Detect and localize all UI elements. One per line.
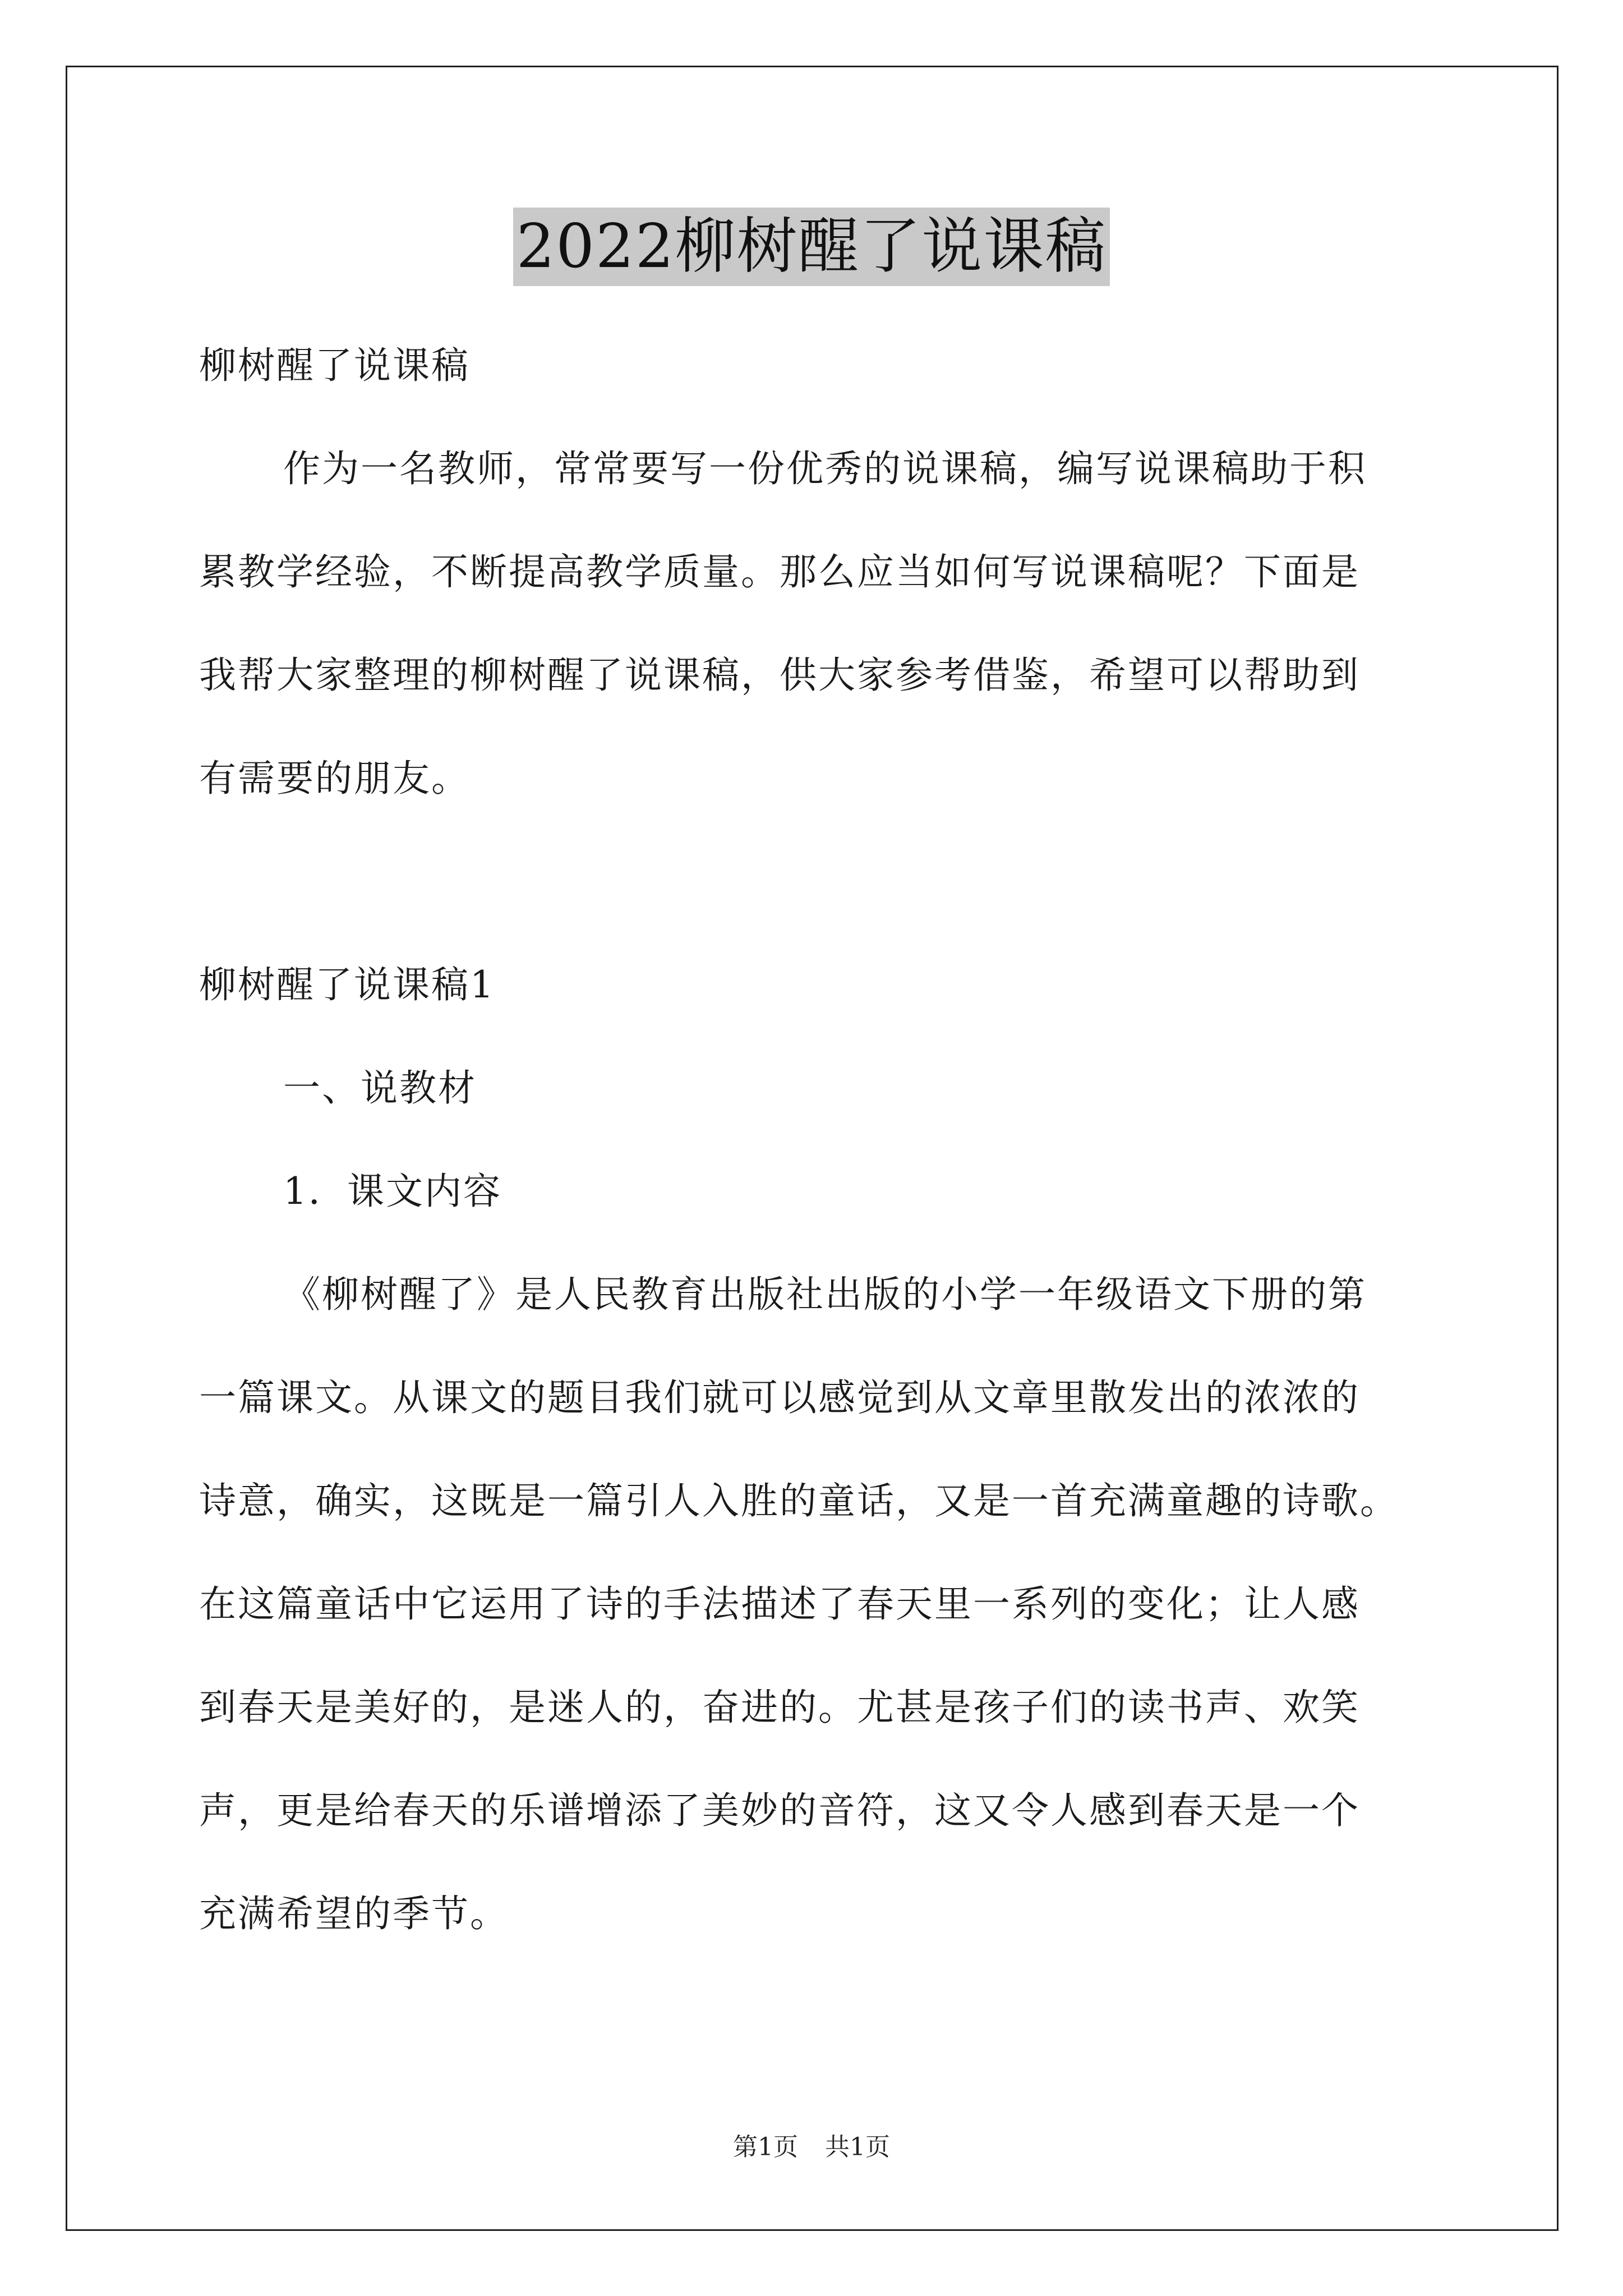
body-line: 《柳树醒了》是人民教育出版社出版的小学一年级语文下册的第 (283, 1273, 1367, 1316)
intro-line: 有需要的朋友。 (199, 757, 470, 800)
item-heading: 1．课文内容 (283, 1170, 502, 1213)
page-footer (0, 2131, 1623, 2164)
body-line: 诗意，确实，这既是一篇引人入胜的童话，又是一首充满童趣的诗歌。 (199, 1479, 1399, 1522)
page-number-current: 第1页 (733, 2133, 798, 2161)
part-heading: 一、说教材 (283, 1066, 477, 1110)
document-subtitle: 柳树醒了说课稿 (199, 344, 470, 387)
intro-line: 我帮大家整理的柳树醒了说课稿，供大家参考借鉴，希望可以帮助到 (199, 654, 1360, 697)
body-line: 充满希望的季节。 (199, 1892, 509, 1935)
paragraph-spacer (199, 830, 1433, 933)
document-body (199, 314, 1433, 1966)
title-container (0, 208, 1623, 286)
body-line: 到春天是美好的，是迷人的，奋进的。尤甚是孩子们的读书声、欢笑 (199, 1686, 1360, 1729)
intro-line: 累教学经验，不断提高教学质量。那么应当如何写说课稿呢？下面是 (199, 550, 1360, 593)
body-line: 声，更是给春天的乐谱增添了美妙的音符，这又令人感到春天是一个 (199, 1789, 1360, 1832)
document-title: 2022柳树醒了说课稿 (513, 208, 1110, 286)
page-number-total: 共1页 (825, 2133, 890, 2161)
intro-line: 作为一名教师，常常要写一份优秀的说课稿，编写说课稿助于积 (283, 447, 1367, 490)
body-line: 一篇课文。从课文的题目我们就可以感觉到从文章里散发出的浓浓的 (199, 1376, 1360, 1419)
body-line: 在这篇童话中它运用了诗的手法描述了春天里一系列的变化；让人感 (199, 1582, 1360, 1626)
section-heading: 柳树醒了说课稿1 (199, 963, 495, 1006)
